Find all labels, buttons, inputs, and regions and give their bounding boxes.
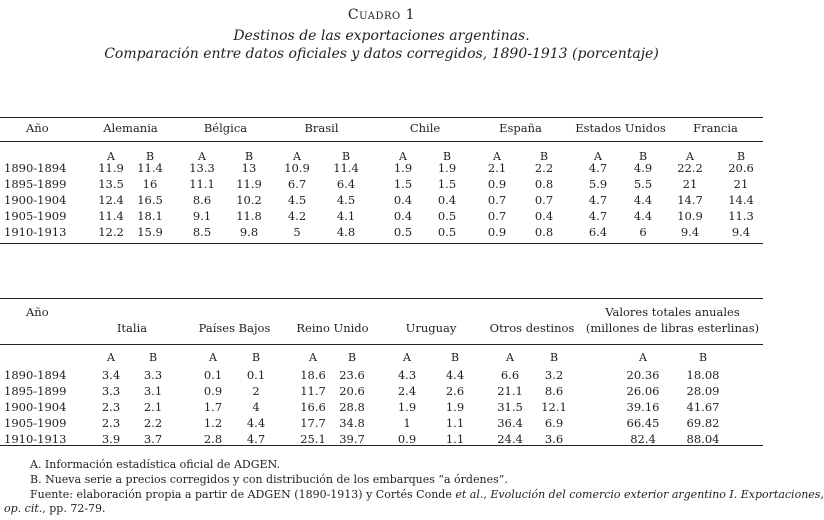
table-caption: Cuadro 1 [347, 7, 416, 23]
table2-cell: 39.16 [626, 400, 660, 414]
table1-cell: 0.8 [534, 225, 554, 239]
table1-cell: 1.9 [437, 161, 457, 175]
table1-cell: 4.4 [633, 193, 653, 207]
table2-year-cell: 1895-1899 [4, 384, 67, 398]
table1-year-cell: 1905-1909 [4, 209, 67, 223]
table2-cell: 2.4 [397, 384, 417, 398]
table2-cell: 28.8 [339, 400, 365, 414]
table2-cell: 1.1 [445, 432, 465, 446]
table2-cell: 18.6 [300, 368, 326, 382]
table-subtitle: Comparación entre datos oficiales y datos corregidos, 1890-1913 (porcentaje) [104, 46, 659, 62]
source-note-line2 [4, 502, 106, 515]
table2-cell: 0.1 [203, 368, 223, 382]
table1-cell: 9.4 [680, 225, 700, 239]
table1-country-header: Alemania [103, 121, 158, 135]
table1-cell: 13 [241, 161, 257, 175]
table1-cell: 21 [733, 177, 749, 191]
table1-cell: 12.4 [98, 193, 124, 207]
table2-cell: 24.4 [497, 432, 523, 446]
table1-cell: 13.3 [189, 161, 215, 175]
table2-bottom-rule [0, 445, 763, 446]
table2-col-b: B [450, 351, 460, 364]
table1-col-a: A [107, 150, 115, 163]
table1-cell: 10.2 [236, 193, 262, 207]
table1-cell: 13.5 [98, 177, 124, 191]
table2-col-a: A [639, 351, 647, 364]
table2-cell: 2.6 [445, 384, 465, 398]
table2-col-b: B [251, 351, 261, 364]
table2-country-header: Otros destinos [489, 321, 575, 335]
table2-col-a: A [403, 351, 411, 364]
table2-cell: 21.1 [497, 384, 523, 398]
table2-cell: 4 [252, 400, 260, 414]
table1-cell: 0.5 [437, 209, 457, 223]
table1-year-header: Año [26, 121, 49, 135]
table1-cell: 8.5 [192, 225, 212, 239]
table1-cell: 0.7 [487, 193, 507, 207]
table1-country-header: Bélgica [203, 121, 248, 135]
table2-col-b: B [148, 351, 158, 364]
table1-cell: 0.4 [437, 193, 457, 207]
table2-cell: 26.06 [626, 384, 660, 398]
note-a: A. Información estadística oficial de ADGEN. [30, 458, 280, 471]
table1-col-a: A [293, 150, 301, 163]
table2-cell: 1.9 [445, 400, 465, 414]
table1-cell: 22.2 [677, 161, 703, 175]
table-title: Destinos de las exportaciones argentinas. [233, 28, 530, 44]
table1-cell: 11.8 [236, 209, 262, 223]
table2-cell: 2.3 [101, 400, 121, 414]
source-opcit: op. cit. [4, 502, 43, 515]
table2-cell: 2.1 [143, 400, 163, 414]
table1-cell: 0.5 [437, 225, 457, 239]
table1-cell: 5.9 [588, 177, 608, 191]
table2-cell: 1.1 [445, 416, 465, 430]
table2-col-b: B [347, 351, 357, 364]
table1-cell: 11.9 [98, 161, 124, 175]
table2-col-a: A [506, 351, 514, 364]
table1-country-header: Francia [693, 121, 738, 135]
table2-year-cell: 1890-1894 [4, 368, 67, 382]
table2-header-rule [0, 344, 763, 345]
table2-col-a: A [309, 351, 317, 364]
table2-cell: 3.3 [143, 368, 163, 382]
table1-col-b: B [539, 150, 549, 163]
table2-cell: 3.1 [143, 384, 163, 398]
table1-cell: 16.5 [137, 193, 163, 207]
table1-country-header: Estados Unidos [575, 121, 666, 135]
table1-cell: 11.1 [189, 177, 215, 191]
table2-cell: 1.7 [203, 400, 223, 414]
table1-col-a: A [493, 150, 501, 163]
table1-cell: 5.5 [633, 177, 653, 191]
table2-top-rule [0, 298, 763, 299]
table2-year-cell: 1905-1909 [4, 416, 67, 430]
table2-cell: 8.6 [544, 384, 564, 398]
table1-country-header: España [499, 121, 542, 135]
table2-cell: 28.09 [686, 384, 720, 398]
table1-col-a: A [399, 150, 407, 163]
table1-cell: 0.9 [487, 225, 507, 239]
table1-cell: 9.4 [731, 225, 751, 239]
table1-cell: 6.4 [588, 225, 608, 239]
table2-cell: 18.08 [686, 368, 720, 382]
table1-cell: 18.1 [137, 209, 163, 223]
table2-cell: 3.6 [544, 432, 564, 446]
table2-cell: 20.6 [339, 384, 365, 398]
table2-totals-header-1: Valores totales anuales [605, 305, 740, 319]
table1-cell: 0.5 [393, 225, 413, 239]
table2-cell: 3.3 [101, 384, 121, 398]
table1-bottom-rule [0, 243, 763, 244]
table1-cell: 4.1 [336, 209, 356, 223]
table1-col-a: A [594, 150, 602, 163]
table2-cell: 2.8 [203, 432, 223, 446]
table2-col-b: B [549, 351, 559, 364]
table2-cell: 1.2 [203, 416, 223, 430]
table1-cell: 0.9 [487, 177, 507, 191]
table2-cell: 4.4 [246, 416, 266, 430]
table1-year-cell: 1890-1894 [4, 161, 67, 175]
table2-cell: 2 [252, 384, 260, 398]
table1-col-b: B [341, 150, 351, 163]
table2-cell: 2.2 [143, 416, 163, 430]
table1-cell: 6.7 [287, 177, 307, 191]
source-etal: et al. [455, 488, 484, 501]
table1-cell: 4.2 [287, 209, 307, 223]
table2-country-header: Países Bajos [198, 321, 271, 335]
table2-cell: 88.04 [686, 432, 720, 446]
note-b: B. Nueva serie a precios corregidos y con distribución de los embarques “a órdenes”. [30, 473, 508, 486]
table2-cell: 3.4 [101, 368, 121, 382]
table2-country-header: Uruguay [405, 321, 457, 335]
table2-country-header: Italia [116, 321, 148, 335]
table1-col-b: B [145, 150, 155, 163]
table2-cell: 6.6 [500, 368, 520, 382]
table2-country-header: Reino Unido [296, 321, 369, 335]
table2-cell: 66.45 [626, 416, 660, 430]
table1-col-a: A [686, 150, 694, 163]
table1-year-cell: 1895-1899 [4, 177, 67, 191]
table1-cell: 4.5 [287, 193, 307, 207]
source-work: Evolución del comercio exterior argentino I. Exportaciones, [490, 488, 824, 501]
table1-header-rule [0, 141, 763, 142]
table2-cell: 4.3 [397, 368, 417, 382]
table1-cell: 6.4 [336, 177, 356, 191]
table1-col-b: B [244, 150, 254, 163]
source-pages: , pp. 72-79. [42, 502, 106, 515]
table2-cell: 11.7 [300, 384, 326, 398]
table1-cell: 4.4 [633, 209, 653, 223]
table2-cell: 20.36 [626, 368, 660, 382]
table2-cell: 34.8 [339, 416, 365, 430]
table1-cell: 9.8 [239, 225, 259, 239]
table1-cell: 8.6 [192, 193, 212, 207]
table2-cell: 0.1 [246, 368, 266, 382]
table2-cell: 4.7 [246, 432, 266, 446]
table2-cell: 41.67 [686, 400, 720, 414]
table2-cell: 17.7 [300, 416, 326, 430]
table1-cell: 1.9 [393, 161, 413, 175]
table2-cell: 39.7 [339, 432, 365, 446]
table1-cell: 0.4 [393, 193, 413, 207]
table1-cell: 0.4 [534, 209, 554, 223]
table2-cell: 3.7 [143, 432, 163, 446]
table1-cell: 5 [293, 225, 301, 239]
table1-cell: 20.6 [728, 161, 754, 175]
table1-cell: 0.7 [487, 209, 507, 223]
table1-cell: 11.4 [98, 209, 124, 223]
table1-cell: 14.4 [728, 193, 754, 207]
table1-cell: 4.7 [588, 193, 608, 207]
table1-cell: 6 [639, 225, 647, 239]
table2-col-a: A [107, 351, 115, 364]
table1-cell: 11.4 [333, 161, 359, 175]
table1-cell: 10.9 [284, 161, 310, 175]
table1-cell: 11.3 [728, 209, 754, 223]
table2-cell: 16.6 [300, 400, 326, 414]
table1-col-b: B [638, 150, 648, 163]
table1-cell: 4.9 [633, 161, 653, 175]
table2-cell: 1.9 [397, 400, 417, 414]
table1-col-a: A [198, 150, 206, 163]
table2-cell: 31.5 [497, 400, 523, 414]
table2-cell: 36.4 [497, 416, 523, 430]
table2-totals-header-2: (millones de libras esterlinas) [585, 321, 760, 335]
table1-cell: 1.5 [393, 177, 413, 191]
table1-cell: 2.2 [534, 161, 554, 175]
table1-cell: 16 [142, 177, 158, 191]
source-note [30, 488, 824, 501]
table1-cell: 4.7 [588, 161, 608, 175]
table1-cell: 11.4 [137, 161, 163, 175]
table2-cell: 1 [403, 416, 411, 430]
table1-cell: 11.9 [236, 177, 262, 191]
table2-cell: 3.2 [544, 368, 564, 382]
table1-cell: 1.5 [437, 177, 457, 191]
table1-cell: 0.8 [534, 177, 554, 191]
table1-cell: 12.2 [98, 225, 124, 239]
table2-cell: 69.82 [686, 416, 720, 430]
table2-cell: 0.9 [397, 432, 417, 446]
table2-cell: 12.1 [541, 400, 567, 414]
table1-cell: 14.7 [677, 193, 703, 207]
table1-cell: 4.7 [588, 209, 608, 223]
table1-year-cell: 1900-1904 [4, 193, 67, 207]
table2-year-cell: 1910-1913 [4, 432, 67, 446]
table2-year-cell: 1900-1904 [4, 400, 67, 414]
table2-col-a: A [209, 351, 217, 364]
table2-cell: 6.9 [544, 416, 564, 430]
table2-cell: 4.4 [445, 368, 465, 382]
table1-country-header: Brasil [304, 121, 339, 135]
table1-country-header: Chile [409, 121, 441, 135]
table2-cell: 25.1 [300, 432, 326, 446]
table1-cell: 2.1 [487, 161, 507, 175]
table1-cell: 4.8 [336, 225, 356, 239]
table1-cell: 4.5 [336, 193, 356, 207]
table2-cell: 0.9 [203, 384, 223, 398]
source-prefix: Fuente: elaboración propia a partir de ADGEN (1890-1913) y Cortés Conde [30, 488, 456, 501]
table1-cell: 15.9 [137, 225, 163, 239]
table2-cell: 82.4 [630, 432, 656, 446]
table2-year-header: Año [26, 305, 49, 319]
table2-cell: 23.6 [339, 368, 365, 382]
source-comma: , [483, 488, 491, 501]
table1-cell: 21 [682, 177, 698, 191]
table1-cell: 0.4 [393, 209, 413, 223]
table1-top-rule [0, 117, 763, 118]
table1-col-b: B [736, 150, 746, 163]
table1-cell: 10.9 [677, 209, 703, 223]
table1-year-cell: 1910-1913 [4, 225, 67, 239]
table2-cell: 3.9 [101, 432, 121, 446]
table1-cell: 0.7 [534, 193, 554, 207]
table2-col-b: B [698, 351, 708, 364]
table2-cell: 2.3 [101, 416, 121, 430]
table1-cell: 9.1 [192, 209, 212, 223]
table1-col-b: B [442, 150, 452, 163]
